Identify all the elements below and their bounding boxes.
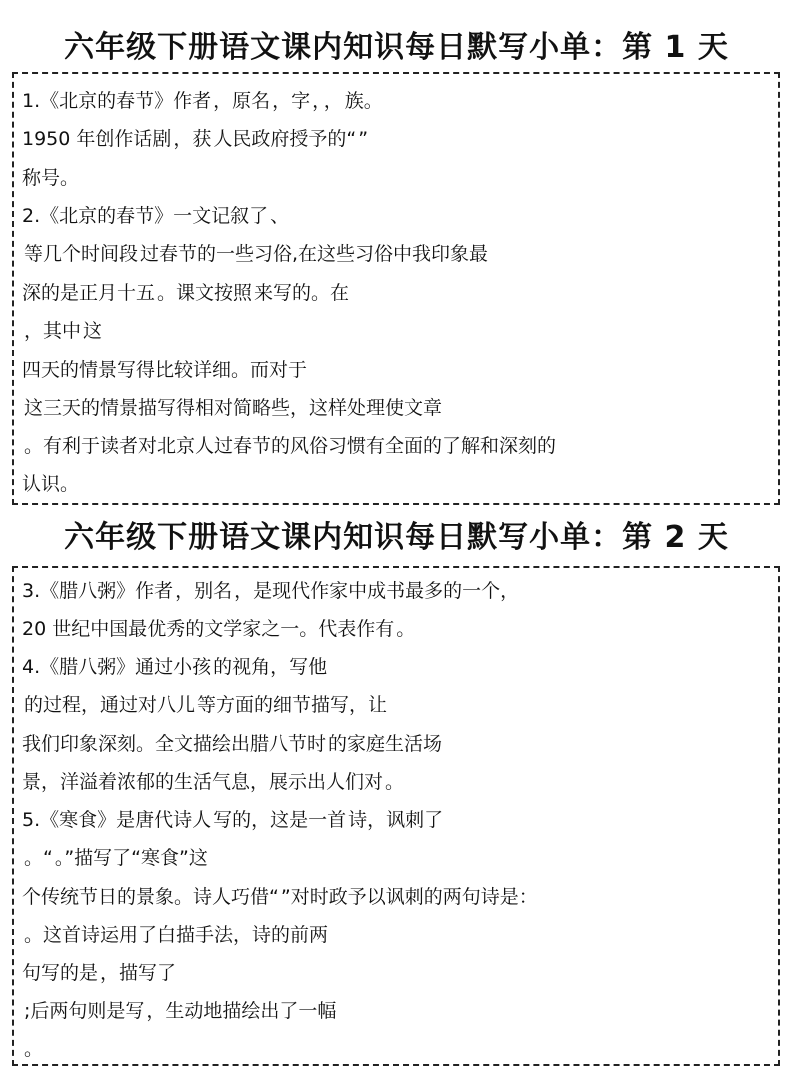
text-segment: 1.《北京的春节》作者 xyxy=(22,90,212,112)
text-segment: ，获 xyxy=(173,128,212,150)
text-segment: ，字 xyxy=(272,90,311,112)
text-segment: 我们印象深刻。全文描绘出腊八节时 xyxy=(22,733,327,755)
text-segment: 人民政府授予的“ xyxy=(213,128,357,150)
text-segment: ;后两句则是写 xyxy=(24,1000,145,1022)
text-segment: 。这首诗运用了白描手法，诗的前两 xyxy=(24,924,329,946)
text-segment: 景，洋溢着浓郁的生活气息，展示出人们对 xyxy=(22,771,384,793)
day2-title: 六年级下册语文课内知识每日默写小单：第 2 天 xyxy=(64,520,729,555)
text-segment: ， xyxy=(323,90,343,112)
day1-line-7 xyxy=(22,318,774,344)
day1-title: 六年级下册语文课内知识每日默写小单：第 1 天 xyxy=(64,30,729,65)
day1-line-2 xyxy=(22,126,774,152)
text-segment: 。 xyxy=(24,1038,44,1060)
day2-line-7 xyxy=(22,807,774,833)
text-segment: 个传统节日的景象。诗人巧借“ xyxy=(22,886,279,908)
day2-line-9 xyxy=(22,884,774,910)
text-segment: 。 xyxy=(396,618,416,640)
text-segment: 认识。 xyxy=(22,473,80,495)
text-segment: 3.《腊八粥》作者 xyxy=(22,580,174,602)
day2-line-3 xyxy=(22,654,774,680)
day1-line-10 xyxy=(22,433,774,459)
day1-line-8 xyxy=(22,357,774,383)
day2-line-12 xyxy=(22,998,774,1024)
text-segment: ，别名 xyxy=(175,580,233,602)
day2-line-6 xyxy=(22,769,774,795)
text-segment: 。 xyxy=(385,771,405,793)
day1-line-4 xyxy=(22,203,774,229)
text-segment: 4.《腊八粥》通过小孩 xyxy=(22,656,212,678)
text-segment: 。课文按照 xyxy=(157,282,253,304)
text-segment: 这三天的情景描写得相对简略些，这样处理使文章 xyxy=(24,397,443,419)
text-segment: 来写的。在 xyxy=(254,282,350,304)
text-segment: 四天的情景写得比较详细。而对于 xyxy=(22,359,308,381)
day2-line-11 xyxy=(22,960,774,986)
day2-line-8 xyxy=(22,845,774,871)
text-segment: ，其中 xyxy=(24,320,82,342)
text-segment: 等几个时间段 xyxy=(24,243,139,265)
day2-line-13 xyxy=(22,1036,774,1062)
text-segment: 等方面的细节描写，让 xyxy=(197,694,388,716)
day2-line-10 xyxy=(22,922,774,948)
day1-line-6 xyxy=(22,280,774,306)
day1-line-11 xyxy=(22,471,774,497)
day2-line-5 xyxy=(22,731,774,757)
text-segment: 。有利于读者对北京人过春节的风俗习惯有全面的了解和深刻的 xyxy=(24,435,557,457)
text-segment: 1950 年创作话剧 xyxy=(22,128,172,150)
text-segment: 族。 xyxy=(344,90,383,112)
text-segment: 写的，这是一首 xyxy=(213,809,347,831)
text-segment: 的过程，通过对八儿 xyxy=(24,694,196,716)
day2-line-2 xyxy=(22,616,774,642)
text-segment: ，原名 xyxy=(213,90,271,112)
text-segment: 称号。 xyxy=(22,167,80,189)
text-segment: ，描写了 xyxy=(100,962,177,984)
text-segment: ，是现代作家中成书最多的一个， xyxy=(234,580,520,602)
text-segment: 20 世纪中国最优秀的文学家之一。代表作有 xyxy=(22,618,395,640)
text-segment: ， xyxy=(312,90,322,112)
text-segment: 的家庭生活场 xyxy=(328,733,443,755)
day1-line-3 xyxy=(22,165,774,191)
text-segment: 这 xyxy=(83,320,103,342)
text-segment: 的视角，写他 xyxy=(213,656,328,678)
text-segment: 诗，讽刺了 xyxy=(348,809,444,831)
text-segment: 。”描写了“寒食”这 xyxy=(54,847,208,869)
day1-line-9 xyxy=(22,395,774,421)
text-segment: 2.《北京的春节》一文记叙了 xyxy=(22,205,269,227)
day2-line-1 xyxy=(22,578,774,604)
day1-line-1 xyxy=(22,88,774,114)
text-segment: ，生动地描绘出了一幅 xyxy=(146,1000,337,1022)
text-segment: 5.《寒食》是唐代诗人 xyxy=(22,809,212,831)
text-segment: 、 xyxy=(270,205,290,227)
text-segment: 深的是正月十五 xyxy=(22,282,156,304)
day1-line-5 xyxy=(22,241,774,267)
text-segment: 句写的是 xyxy=(22,962,99,984)
day2-line-4 xyxy=(22,692,774,718)
text-segment: ”对时政予以讽刺的两句诗是： xyxy=(280,886,538,908)
text-segment: ” xyxy=(358,128,369,150)
text-segment: 。“ xyxy=(24,847,53,869)
text-segment: 过春节的一些习俗,在这些习俗中我印象最 xyxy=(140,243,489,265)
